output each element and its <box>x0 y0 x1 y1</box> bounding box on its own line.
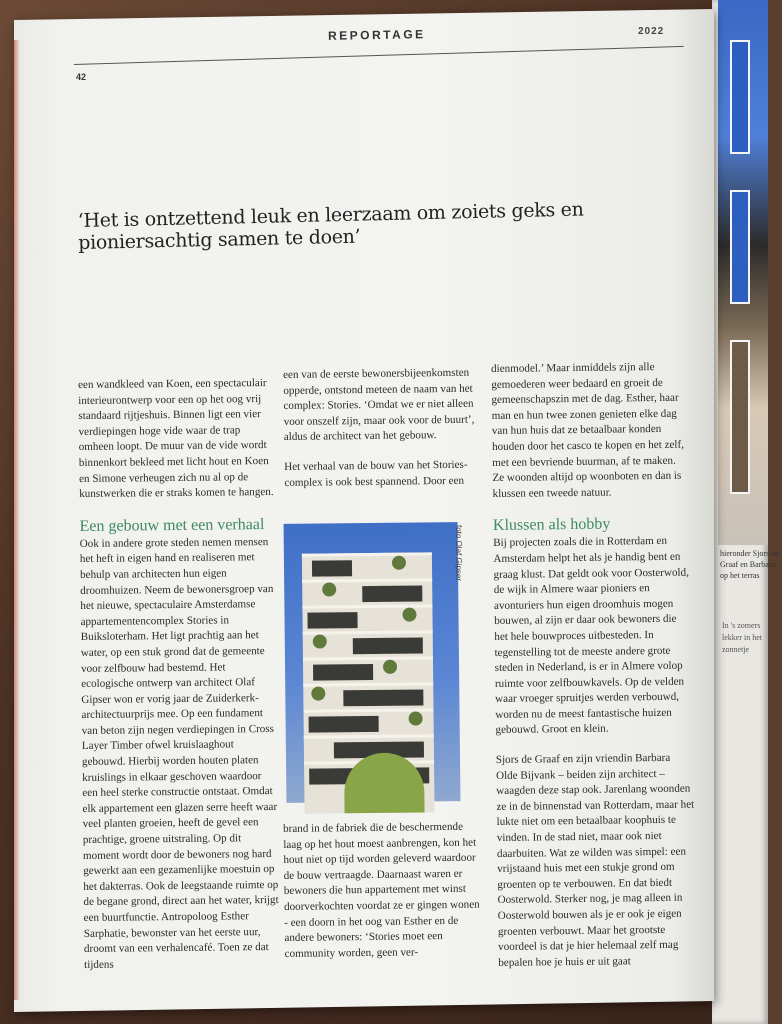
next-page-text: In 's zomers lekker in het zonnetje <box>722 621 762 654</box>
paragraph: een van de eerste bewonersbijeenkomsten opperde, ontstond meteen de naam van het complex: Stories. ‘Omdat we er niet alleen voor onszelf zijn, maar ook voor de buurt’, aldus de architect van het gebouw. <box>283 366 475 444</box>
pull-quote: ‘Het is ontzettend leuk en leerzaam om zoiets geks en pioniersachtig samen te doen’ <box>77 198 584 254</box>
floor <box>303 656 433 684</box>
page-number: 42 <box>76 72 87 82</box>
paragraph: Ook in andere grote steden nemen mensen het heft in eigen hand en realiseren met behulp van architecten hun eigen droomhuizen. Neem de bewonersgroep van het nieuwe, spectaculaire Amsterdamse appartementencomplex Stories in Buiksloterham. Het ligt prachtig aan het water, op een stuk grond dat de gemeente voor zelfbouw had bestemd. Het ecologische ontwerp van architect Olaf Gipser won er vorig jaar de Zuiderkerk-architectuurprijs mee. Op een fundament van beton zijn negen verdiepingen in Cross Layer Timber ofwel kruislaaghout gebouwd. Hierbij worden houten platen kruislings in elkaar geschoven waardoor een heel sterke constructie ontstaat. Omdat elk appartement een glazen serre heeft waar veel planten groeien, heeft de gevel een prachtige, groene uitstraling. Op dit moment wordt door de bewoners nog hard gewerkt aan een gezamenlijke moestuin op het dakterras. Ook de leegstaande ruimte op de begane grond, direct aan het water, krijgt een buurtfunctie. Antropoloog Esther Sarphatie, bewonster van het eerste uur, droomt van een verhalencafé. Toen ze dat tijdens <box>79 535 279 971</box>
window <box>730 40 750 154</box>
floor <box>302 604 432 632</box>
issue-year: 2022 <box>638 26 665 37</box>
section-title: REPORTAGE <box>327 27 426 43</box>
column-3 <box>491 360 697 986</box>
column-2-bottom <box>283 820 481 977</box>
paragraph: Het verhaal van de bouw van het Stories-complex is ook best spannend. Door een <box>284 458 468 489</box>
paragraph: Sjors de Graaf en zijn vriendin Barbara Olde Bijvank – beiden zijn architect – waagden deze stap ook. Jarenlang woonden ze in de binnenstad van Rotterdam, maar het lukte niet om een betaalbaar koophuis te vinden. In de stad niet, maar ook niet daarbuiten. Wat ze wilden was simpel: een vrijstaand huis met een stukje grond om groenten op te verbouwen. En dat biedt Oosterwold. Sterker nog, je mag alleen in Oosterwold bouwen als je er ook je eigen groenten verbouwt. Maar het grootste voordeel is dat je hier helemaal zelf mag bepalen hoe je huis er uit gaat <box>495 751 695 969</box>
page-edge <box>14 40 20 1000</box>
building <box>302 552 435 813</box>
column-2-top <box>283 366 481 506</box>
paragraph: dienmodel.’ Maar inmiddels zijn alle gemoederen weer bedaard en groeit de gemeenschapszin met de dag. Esther, haar man en hun twee zonen genieten elke dag van hun huis dat ze betaalbaar konden houden door het casco te kopen en het zelf, met een bevriende buurman, af te maken. Ze woonden altijd op woonboten en dan is klussen een tweede natuur. <box>491 361 685 500</box>
paragraph: Bij projecten zoals die in Rotterdam en Amsterdam helpt het als je handig bent en graag klust. Dat geldt ook voor Oosterwold, de wijk in Almere waar pioniers en avonturiers hun eigen droomhuis mogen bouwen, al zijn er daar ook bewoners die het hele bouwproces uitbesteden. In tegenstelling tot de meeste andere grote steden in Nederland, is er in Almere volop ruimte voor zelfbouwkavels. Op de velden waar vroeger spruitjes werden verbouwd, worden nu de meest fantastische huizen gebouwd. Groot en klein. <box>493 535 689 737</box>
building-photo <box>284 522 461 803</box>
photo-credit: foto Olaf Gipser <box>454 525 463 582</box>
paragraph: een wandkleed van Koen, een spectaculair interieurontwerp voor een op het oog vrij standaard rijtjeshuis. Binnen ligt een vier verdiepingen hoge vide waar de trap omheen loopt. De muur van de vide wordt binnenkort bekleed met licht hout en Koen en Simone verheugen zich nu al op de kunstwerken die er straks komen te hangen. <box>78 377 274 501</box>
column-1 <box>78 376 280 987</box>
floor <box>303 682 433 710</box>
window <box>730 190 750 304</box>
window <box>730 340 750 494</box>
next-page-caption: hieronder Sjors de Graaf en Barbara op het terras <box>720 549 779 580</box>
section-heading: Een gebouw met een verhaal <box>79 515 265 535</box>
section-heading: Klussen als hobby <box>492 515 611 535</box>
floor <box>303 708 433 736</box>
floor <box>302 578 432 606</box>
paragraph: brand in de fabriek die de beschermende laag op het hout moest aanbrengen, kon het hout niet op tijd worden geleverd waardoor de bouw vertraagde. Daarnaast waren er bewoners die hun appartement met winst doorverkochten voordat ze er gingen wonen - een doorn in het oog van Esther en de andere bewoners: ‘Stories moet een community worden, geen ver- <box>283 820 480 960</box>
next-page <box>712 0 779 1024</box>
next-page-photo <box>718 0 768 545</box>
floor <box>302 552 432 580</box>
floor <box>303 630 433 658</box>
